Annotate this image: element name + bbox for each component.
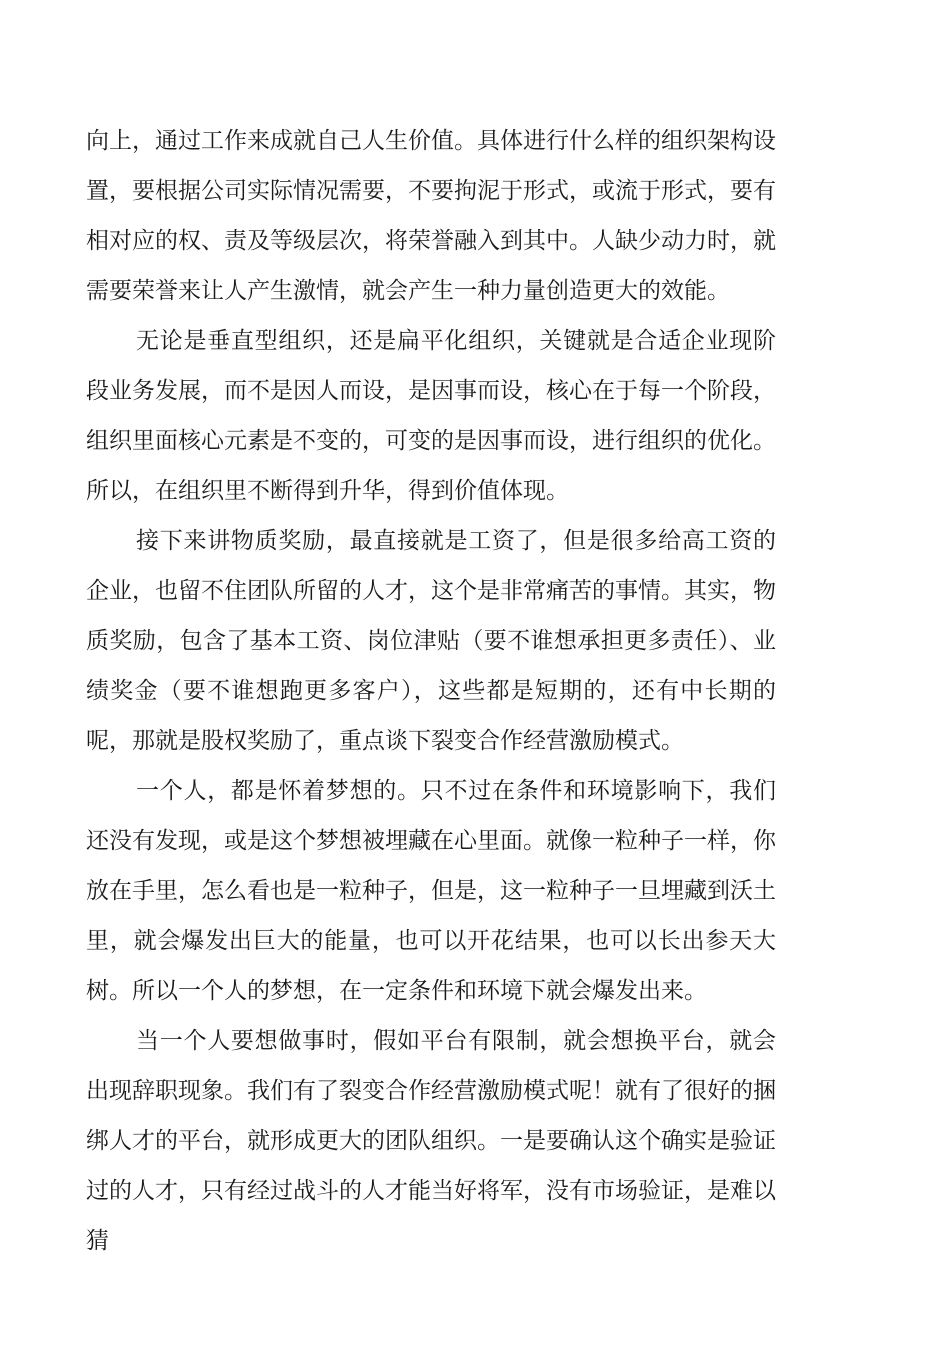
- document-body: [86, 116, 776, 1266]
- paragraph-dreams: 一个人，都是怀着梦想的。只不过在条件和环境影响下，我们还没有发现，或是这个梦想被埋藏在心里面。就像一粒种子一样，你放在手里，怎么看也是一粒种子，但是，这一粒种子一旦埋藏到沃土里，就会爆发出巨大的能量，也可以开花结果，也可以长出参天大树。所以一个人的梦想，在一定条件和环境下就会爆发出来。: [86, 778, 776, 1004]
- paragraph-material-rewards: 接下来讲物质奖励，最直接就是工资了，但是很多给高工资的企业，也留不住团队所留的人才，这个是非常痛苦的事情。其实，物质奖励，包含了基本工资、岗位津贴（要不谁想承担更多责任）、业绩奖金（要不谁想跑更多客户），这些都是短期的，还有中长期的呢，那就是股权奖励了，重点谈下裂变合作经营激励模式。: [86, 528, 776, 754]
- paragraph-organization-structure: 无论是垂直型组织，还是扁平化组织，关键就是合适企业现阶段业务发展，而不是因人而设，是因事而设，核心在于每一个阶段，组织里面核心元素是不变的，可变的是因事而设，进行组织的优化。所以，在组织里不断得到升华，得到价值体现。: [86, 328, 776, 504]
- paragraph-platform: 当一个人要想做事时，假如平台有限制，就会想换平台，就会出现辞职现象。我们有了裂变合作经营激励模式呢！就有了很好的捆绑人才的平台，就形成更大的团队组织。一是要确认这个确实是验证过的人才，只有经过战斗的人才能当好将军，没有市场验证，是难以猜: [86, 1028, 776, 1254]
- paragraph-continuation: 向上，通过工作来成就自己人生价值。具体进行什么样的组织架构设置，要根据公司实际情况需要，不要拘泥于形式，或流于形式，要有相对应的权、责及等级层次，将荣誉融入到其中。人缺少动力时，就需要荣誉来让人产生激情，就会产生一种力量创造更大的效能。: [86, 128, 776, 304]
